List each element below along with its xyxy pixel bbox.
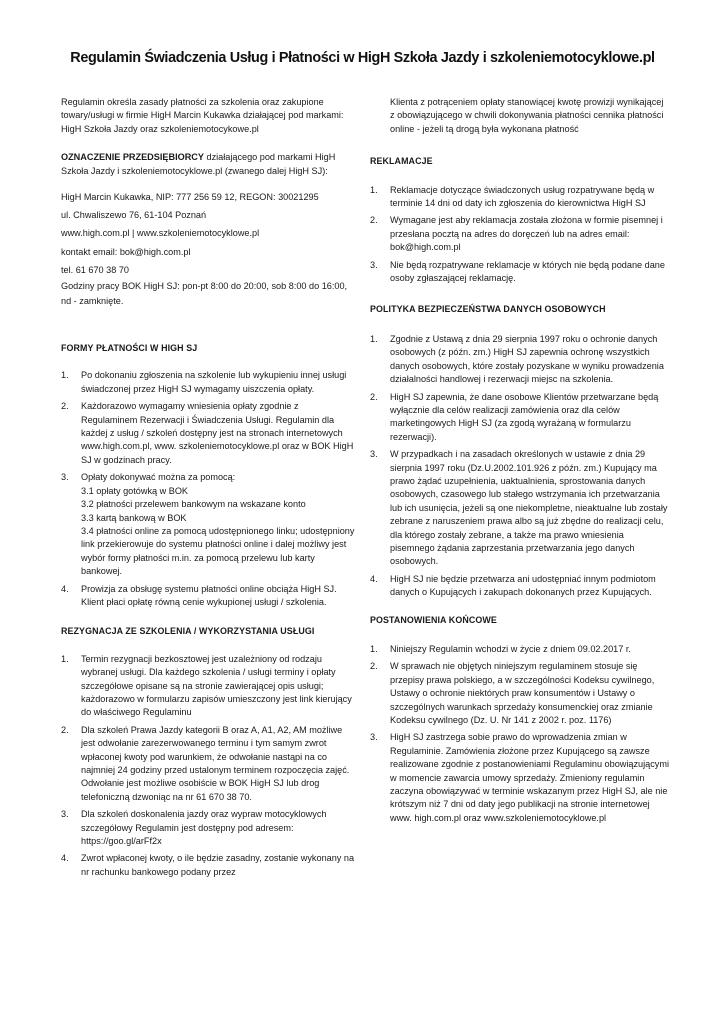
intro-paragraph: Regulamin określa zasady płatności za szkolenia oraz zakupione towary/usługi w firmie HigH Marcin Kukawka działającej pod markami: HigH Szkoła Jazdy oraz szkoleniemotocykowe.pl [61, 97, 344, 134]
website-line[interactable]: www.high.com.pl | www.szkoleniemotocyklowe.pl [61, 228, 260, 239]
office-hours-line: Godziny pracy BOK HigH SJ: pon-pt 8:00 do 20:00, sob 8:00 do 16:00, nd - zamknięte. [61, 281, 348, 307]
list-item: 2. Każdorazowo wymagamy wniesienia opłaty zgodnie z Regulaminem Rezerwacji i Świadczenia Usługi. Regulamin dla każdej z usług / szkoleń dostępny jest na stronach internetowych www.high.com.pl, www. szkoleniemotocyklowe.pl oraz w BOK HigH SJ w godzinach pracy. [61, 401, 354, 465]
list-item: 1. Termin rezygnacji bezkosztowej jest uzależniony od rodzaju wybranej usługi. Dla każdego szkolenia / usługi terminy i opłaty szczegółowe opisane są na stronie zawierającej opis usługi; każdorazowo w formularzu zapisów umieszczony jest link kierujący do właściwego Regulaminu [61, 653, 352, 718]
list-item: 2. Dla szkoleń Prawa Jazdy kategorii B oraz A, A1, A2, AM możliwe jest odwołanie zarezerwowanego terminu i tym samym zwrot wpłaconej kwoty pod warunkiem, że odwołanie nastąpi na co najmniej 24 godziny przed ustalonym terminem rozpoczęcia zajęć. Odwołanie jest możliwe osobiście w BOK HigH SJ lub drog telefoniczną dzwoniąc na nr 61 670 38 70. [61, 724, 350, 802]
address-line: ul. Chwaliszewo 76, 61-104 Poznań [61, 210, 207, 221]
page-title: Regulamin Świadczenia Usług i Płatności w HigH Szkoła Jazdy i szkoleniemotocyklowe.pl [70, 50, 655, 66]
privacy-list [370, 333, 670, 600]
list-item: 3. HigH SJ zastrzega sobie prawo do wprowadzenia zmian w Regulaminie. Zamówienia złożone przez Kupującego są zawsze realizowane zgodnie z postanowieniami Regulaminu obowiązującymi w momencie zawarcia umowy sprzedaży. Zmieniony regulamin zaczyna obowiązywać w terminie wskazanym przez HigH SJ, ale nie krótszym niż 7 dni od daty jego publikacji na stronie internetowej www. high.com.pl oraz www.szkoleniemotocyklowe.pl [370, 732, 669, 823]
entrepreneur-paragraph [61, 151, 357, 178]
list-item: 1. Niniejszy Regulamin wchodzi w życie z dniem 09.02.2017 r. [370, 644, 631, 654]
email-line[interactable]: kontakt email: bok@high.com.pl [61, 246, 191, 257]
resignation-list [61, 653, 357, 880]
sub-item: 3.2 płatności przelewem bankowym na wskazane konto [81, 499, 306, 510]
sub-item: 3.1 opłaty gotówką w BOK [81, 485, 189, 496]
complaints-heading: REKLAMACJE [370, 156, 433, 167]
list-item: 2. HigH SJ zapewnia, że dane osobowe Klientów przetwarzane będą wyłącznie dla celów realizacji zamówienia oraz dla celów marketingowych HigH SJ (za zgodą wyrażaną w formularzu rezerwacji). [370, 391, 659, 442]
list-item: 1. Reklamacje dotyczące świadczonych usług rozpatrywane będą w terminie 14 dni od daty ich zgłoszenia do kierownictwa HigH SJ [370, 184, 655, 209]
final-heading: POSTANOWIENIA KOŃCOWE [370, 614, 497, 625]
complaints-list [370, 184, 670, 286]
company-name-line: HigH Marcin Kukawka, NIP: 777 256 59 12, REGON: 30021295 [61, 192, 319, 203]
list-item: 4. Prowizja za obsługę systemu płatności online obciąża HigH SJ. Klient płaci opłatę równą cenie wykupionej usługi / szkolenia. [61, 583, 337, 607]
list-item: 1. Po dokonaniu zgłoszenia na szkolenie lub wykupieniu innej usługi świadczonej przez HigH SJ wymagamy uiszczenia opłaty. [61, 370, 347, 394]
right-column [370, 96, 670, 829]
payments-heading: FORMY PŁATNOŚCI W HIGH SJ [61, 343, 198, 354]
list-item: 1. Zgodnie z Ustawą z dnia 29 sierpnia 1997 roku o ochronie danych osobowych (z późn. zm.) HigH SJ zapewnia ochronę wszystkich danych osobowych, które zostały pozyskane w wyniku prowadzenia działalności handlowej i rezerwacji miejsc na szkolenia. [370, 333, 664, 385]
list-item: 4. Zwrot wpłaconej kwoty, o ile będzie zasadny, zostanie wykonany na nr rachunku bankowego podany przez [61, 853, 355, 877]
sub-item: 3.4 płatności online za pomocą udostępnionego linku; udostępniony link przekierowuje do systemu płatności online i dalej możliwy jest wybór formy płatności m.in. za pomocą przelewu lub karty bankowej. [81, 525, 355, 577]
company-details [61, 188, 357, 309]
resignation-continuation: Klienta z potrąceniem opłaty stanowiącej kwotę prowizji wynikającej z obowiązującego w chwili dokonywania płatności cennika płatności online - jeżeli tą drogą była wykonana płatność [390, 97, 664, 134]
sub-item: 3.3 kartą bankową w BOK [81, 512, 187, 523]
list-item: 3. Nie będą rozpatrywane reklamacje w których nie będą podane dane osoby zgłaszającej reklamację. [370, 259, 665, 284]
list-item: 4. HigH SJ nie będzie przetwarza ani udostępniać innym podmiotom danych o Kupujących i zakupach dokonanych przez Kupujących. [370, 573, 656, 598]
list-item: 3. Dla szkoleń doskonalenia jazdy oraz wypraw motocyklowych szczegółowy Regulamin jest dostępny pod adresem: https://goo.gl/arFf2x [61, 809, 327, 847]
payments-list [61, 369, 357, 609]
list-item: 2. Wymagane jest aby reklamacja została złożona w formie pisemnej i przesłana pocztą na adres do doręczeń lub na adres email: bok@high.com.pl [370, 215, 663, 253]
entrepreneur-label-rest: działającego pod markami HigH Szkoła Jazdy i szkoleniemotocyklowe.pl (zwanego dalej HigH SJ): [61, 152, 336, 176]
list-item: 2. W sprawach nie objętych niniejszym regulaminem stosuje się przepisy prawa polskiego, a w szczególności Kodeksu cywilnego, Ustawy o ochronie niektórych praw konsumentów i Ustawy o szczególnych warunkach sprzedaży konsumenckiej oraz zmianie Kodeksu cywilnego (Dz. U. Nr 141 z 2002 r. poz. 1176) [370, 661, 655, 726]
final-list [370, 643, 670, 825]
left-column [61, 96, 357, 883]
privacy-heading: POLITYKA BEZPIECZEŃSTWA DANYCH OSOBOWYCH [370, 304, 606, 315]
resignation-heading: REZYGNACJA ZE SZKOLENIA / WYKORZYSTANIA USŁUGI [61, 626, 315, 637]
list-item: 3. Opłaty dokonywać można za pomocą: 3.1 opłaty gotówką w BOK 3.2 płatności przelewem bankowym na wskazane konto 3.3 kartą bankową w BOK 3.4 płatności online za pomocą udostępnionego linku; udostępniony link przekierowuje do systemu płatności online i dalej możliwy jest wybór formy płatności m.in. za pomocą przelewu lub karty bankowej. [61, 471, 357, 578]
list-item: 3. W przypadkach i na zasadach określonych w ustawie z dnia 29 sierpnia 1997 roku (Dz.U.2002.101.926 z późn. zm.) Kupujący ma prawo żądać uzupełnienia, uaktualnienia, sprostowania danych osobowych, czasowego lub stałego wstrzymania ich przetwarzania lub ich usunięcia, jeżeli są one niekompletne, nieaktualne lub zostały zebrane z naruszeniem prawa albo są już zbędne do realizacji celu, dla którego zostały zebrane, a także ma prawo wniesienia pisemnego żądania zaprzestania przetwarzania jego danych osobowych. [370, 449, 668, 567]
phone-line: tel. 61 670 38 70 [61, 264, 129, 275]
entrepreneur-label: OZNACZENIE PRZEDSIĘBIORCY [61, 152, 204, 163]
